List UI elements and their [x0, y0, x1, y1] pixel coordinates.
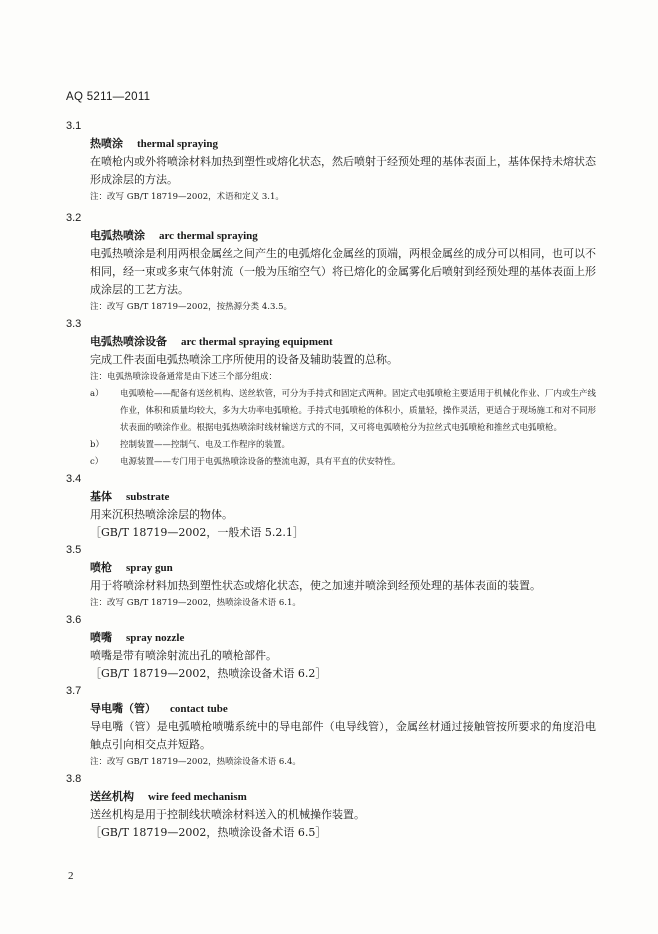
term-heading: [90, 488, 596, 506]
term-note: 注：改写 GB/T 18719—2002，热喷涂设备术语 6.1。: [90, 598, 301, 608]
term-note: 注：改写 GB/T 18719—2002，热喷涂设备术语 6.4。: [90, 757, 301, 767]
term-chinese: 送丝机构: [90, 790, 134, 803]
clause-number: 3.3: [66, 318, 82, 330]
term-chinese: 喷枪: [90, 561, 112, 574]
clause-3-2: [66, 210, 596, 316]
term-chinese: 电弧热喷涂: [90, 229, 145, 242]
term-english: wire feed mechanism: [148, 791, 247, 803]
clause-number: 3.8: [66, 773, 82, 785]
term-definition: 用于将喷涂材料加热到塑性状态或熔化状态，使之加速并喷涂到经预处理的基体表面的装置。: [90, 579, 541, 592]
term-chinese: 喷嘴: [90, 631, 112, 644]
term-heading: [90, 333, 596, 351]
clause-number: 3.1: [66, 120, 82, 132]
term-definition: 电弧热喷涂是利用两根金属丝之间产生的电弧熔化金属丝的顶端，两根金属丝的成分可以相同，也可以不相同，经一束或多束气体射流（一般为压缩空气）将已熔化的金属雾化后喷射到经预处理的基体表面上形成涂层的工艺方法。: [90, 247, 596, 296]
list-item: [90, 437, 596, 454]
term-english: thermal spraying: [137, 138, 218, 150]
list-item-text: 电弧喷枪——配备有送丝机构、送丝软管，可分为手持式和固定式两种。固定式电弧喷枪主要适用于机械化作业、厂内或生产线作业，体积和质量均较大，多为大功率电弧喷枪。手持式电弧喷枪的体积小，质量轻，操作灵活，更适合于现场施工和对不同形状表面的喷涂作业。根据电弧热喷涂时线材输送方式的不同，又可将电弧喷枪分为拉丝式电弧喷枪和推丝式电弧喷枪。: [120, 389, 597, 433]
term-heading: [90, 135, 596, 153]
clause-3-6: [66, 612, 596, 683]
term-note: 注：电弧热喷涂设备通常是由下述三个部分组成：: [90, 372, 278, 382]
terms-content: [66, 118, 596, 842]
term-chinese: 电弧热喷涂设备: [90, 335, 167, 348]
list-item-label: b）: [90, 440, 104, 450]
term-english: spray nozzle: [126, 632, 185, 644]
clause-3-4: [66, 471, 596, 542]
list-item: [90, 454, 596, 471]
term-note: 注：改写 GB/T 18719—2002，按热源分类 4.3.5。: [90, 302, 292, 312]
term-reference: ［GB/T 18719—2002，热喷涂设备术语 6.2］: [90, 667, 327, 680]
term-definition: 用来沉积热喷涂涂层的物体。: [90, 508, 233, 521]
clause-number: 3.6: [66, 614, 82, 626]
list-item: [90, 386, 596, 437]
term-chinese: 热喷涂: [90, 137, 123, 150]
list-item-text: 电源装置——专门用于电弧热喷涂设备的整流电源，具有平直的伏安特性。: [120, 457, 401, 467]
term-heading: [90, 629, 596, 647]
term-heading: [90, 788, 596, 806]
term-definition: 完成工件表面电弧热喷涂工序所使用的设备及辅助装置的总称。: [90, 353, 398, 366]
term-reference: ［GB/T 18719—2002，一般术语 5.2.1］: [90, 526, 304, 539]
clause-3-7: [66, 683, 596, 771]
term-english: arc thermal spraying equipment: [181, 336, 333, 348]
clause-number: 3.4: [66, 473, 82, 485]
term-heading: [90, 559, 596, 577]
clause-number: 3.7: [66, 685, 82, 697]
clause-number: 3.2: [66, 212, 82, 224]
term-english: spray gun: [126, 562, 173, 574]
term-english: substrate: [126, 491, 170, 503]
clause-3-8: [66, 771, 596, 842]
term-definition: 在喷枪内或外将喷涂材料加热到塑性或熔化状态，然后喷射于经预处理的基体表面上，基体保持未熔状态形成涂层的方法。: [90, 155, 596, 186]
term-note: 注：改写 GB/T 18719—2002，术语和定义 3.1。: [90, 192, 284, 202]
list-item-text: 控制装置——控制气、电及工作程序的装置。: [120, 440, 291, 450]
term-reference: ［GB/T 18719—2002，热喷涂设备术语 6.5］: [90, 826, 327, 839]
list-item-label: c）: [90, 457, 104, 467]
standard-code: AQ 5211—2011: [66, 91, 151, 103]
term-definition: 送丝机构是用于控制线状喷涂材料送入的机械操作装置。: [90, 808, 365, 821]
clause-3-3: [66, 316, 596, 471]
term-english: contact tube: [170, 703, 228, 715]
term-english: arc thermal spraying: [159, 230, 258, 242]
term-heading: [90, 227, 596, 245]
term-definition: 喷嘴是带有喷涂射流出孔的喷枪部件。: [90, 649, 277, 662]
clause-number: 3.5: [66, 544, 82, 556]
term-chinese: 基体: [90, 490, 112, 503]
term-heading: [90, 700, 596, 718]
term-definition: 导电嘴（管）是电弧喷枪喷嘴系统中的导电部件（电导线管），金属丝材通过接触管按所要求的角度沿电触点引向相交点并短路。: [90, 720, 596, 751]
clause-3-5: [66, 542, 596, 612]
page-number: 2: [68, 870, 74, 882]
list-item-label: a）: [90, 389, 104, 399]
term-chinese: 导电嘴（管）: [90, 702, 156, 715]
clause-3-1: [66, 118, 596, 206]
